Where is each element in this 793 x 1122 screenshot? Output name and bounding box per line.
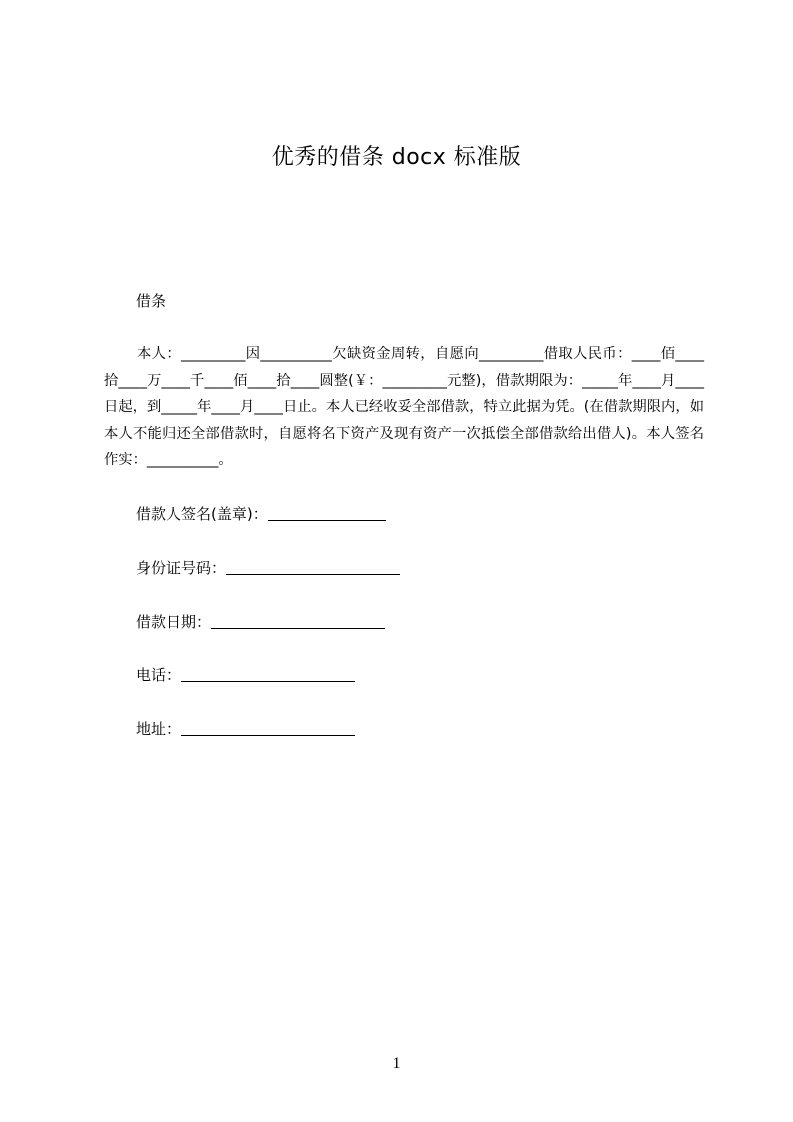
address-label: 地址：: [136, 720, 182, 738]
signature-field: [136, 503, 386, 524]
id-number-blank: [226, 560, 400, 575]
loan-date-label: 借款日期：: [136, 613, 212, 631]
signature-label: 借款人签名(盖章)：: [136, 505, 268, 523]
address-blank: [181, 721, 355, 736]
phone-field: [136, 664, 355, 685]
document-title: 优秀的借条 docx 标准版: [271, 145, 522, 170]
section-heading: 借条: [136, 292, 167, 310]
id-number-field: [136, 557, 400, 578]
loan-date-field: [136, 611, 385, 632]
address-field: [136, 718, 355, 739]
body-paragraph: 本人：_________因__________欠缺资金周转，自愿向_________借取人民币：____佰____拾____万____千____佰____拾____圆整(￥：_________元整)，借款期限为：_____年____月____日起，到_____年____月____日止。本人已经收妥全部借款，特立此据为凭。(在借款期限内，如本人不能归还全部借款时，自愿将名下资产及现有资产一次抵偿全部借款给出借人)。本人签名作实：__________。: [104, 346, 704, 468]
loan-date-blank: [211, 614, 385, 629]
phone-label: 电话：: [136, 666, 182, 684]
phone-blank: [181, 667, 355, 682]
id-number-label: 身份证号码：: [136, 559, 227, 577]
page-number: 1: [392, 1055, 401, 1072]
signature-blank: [268, 506, 386, 521]
